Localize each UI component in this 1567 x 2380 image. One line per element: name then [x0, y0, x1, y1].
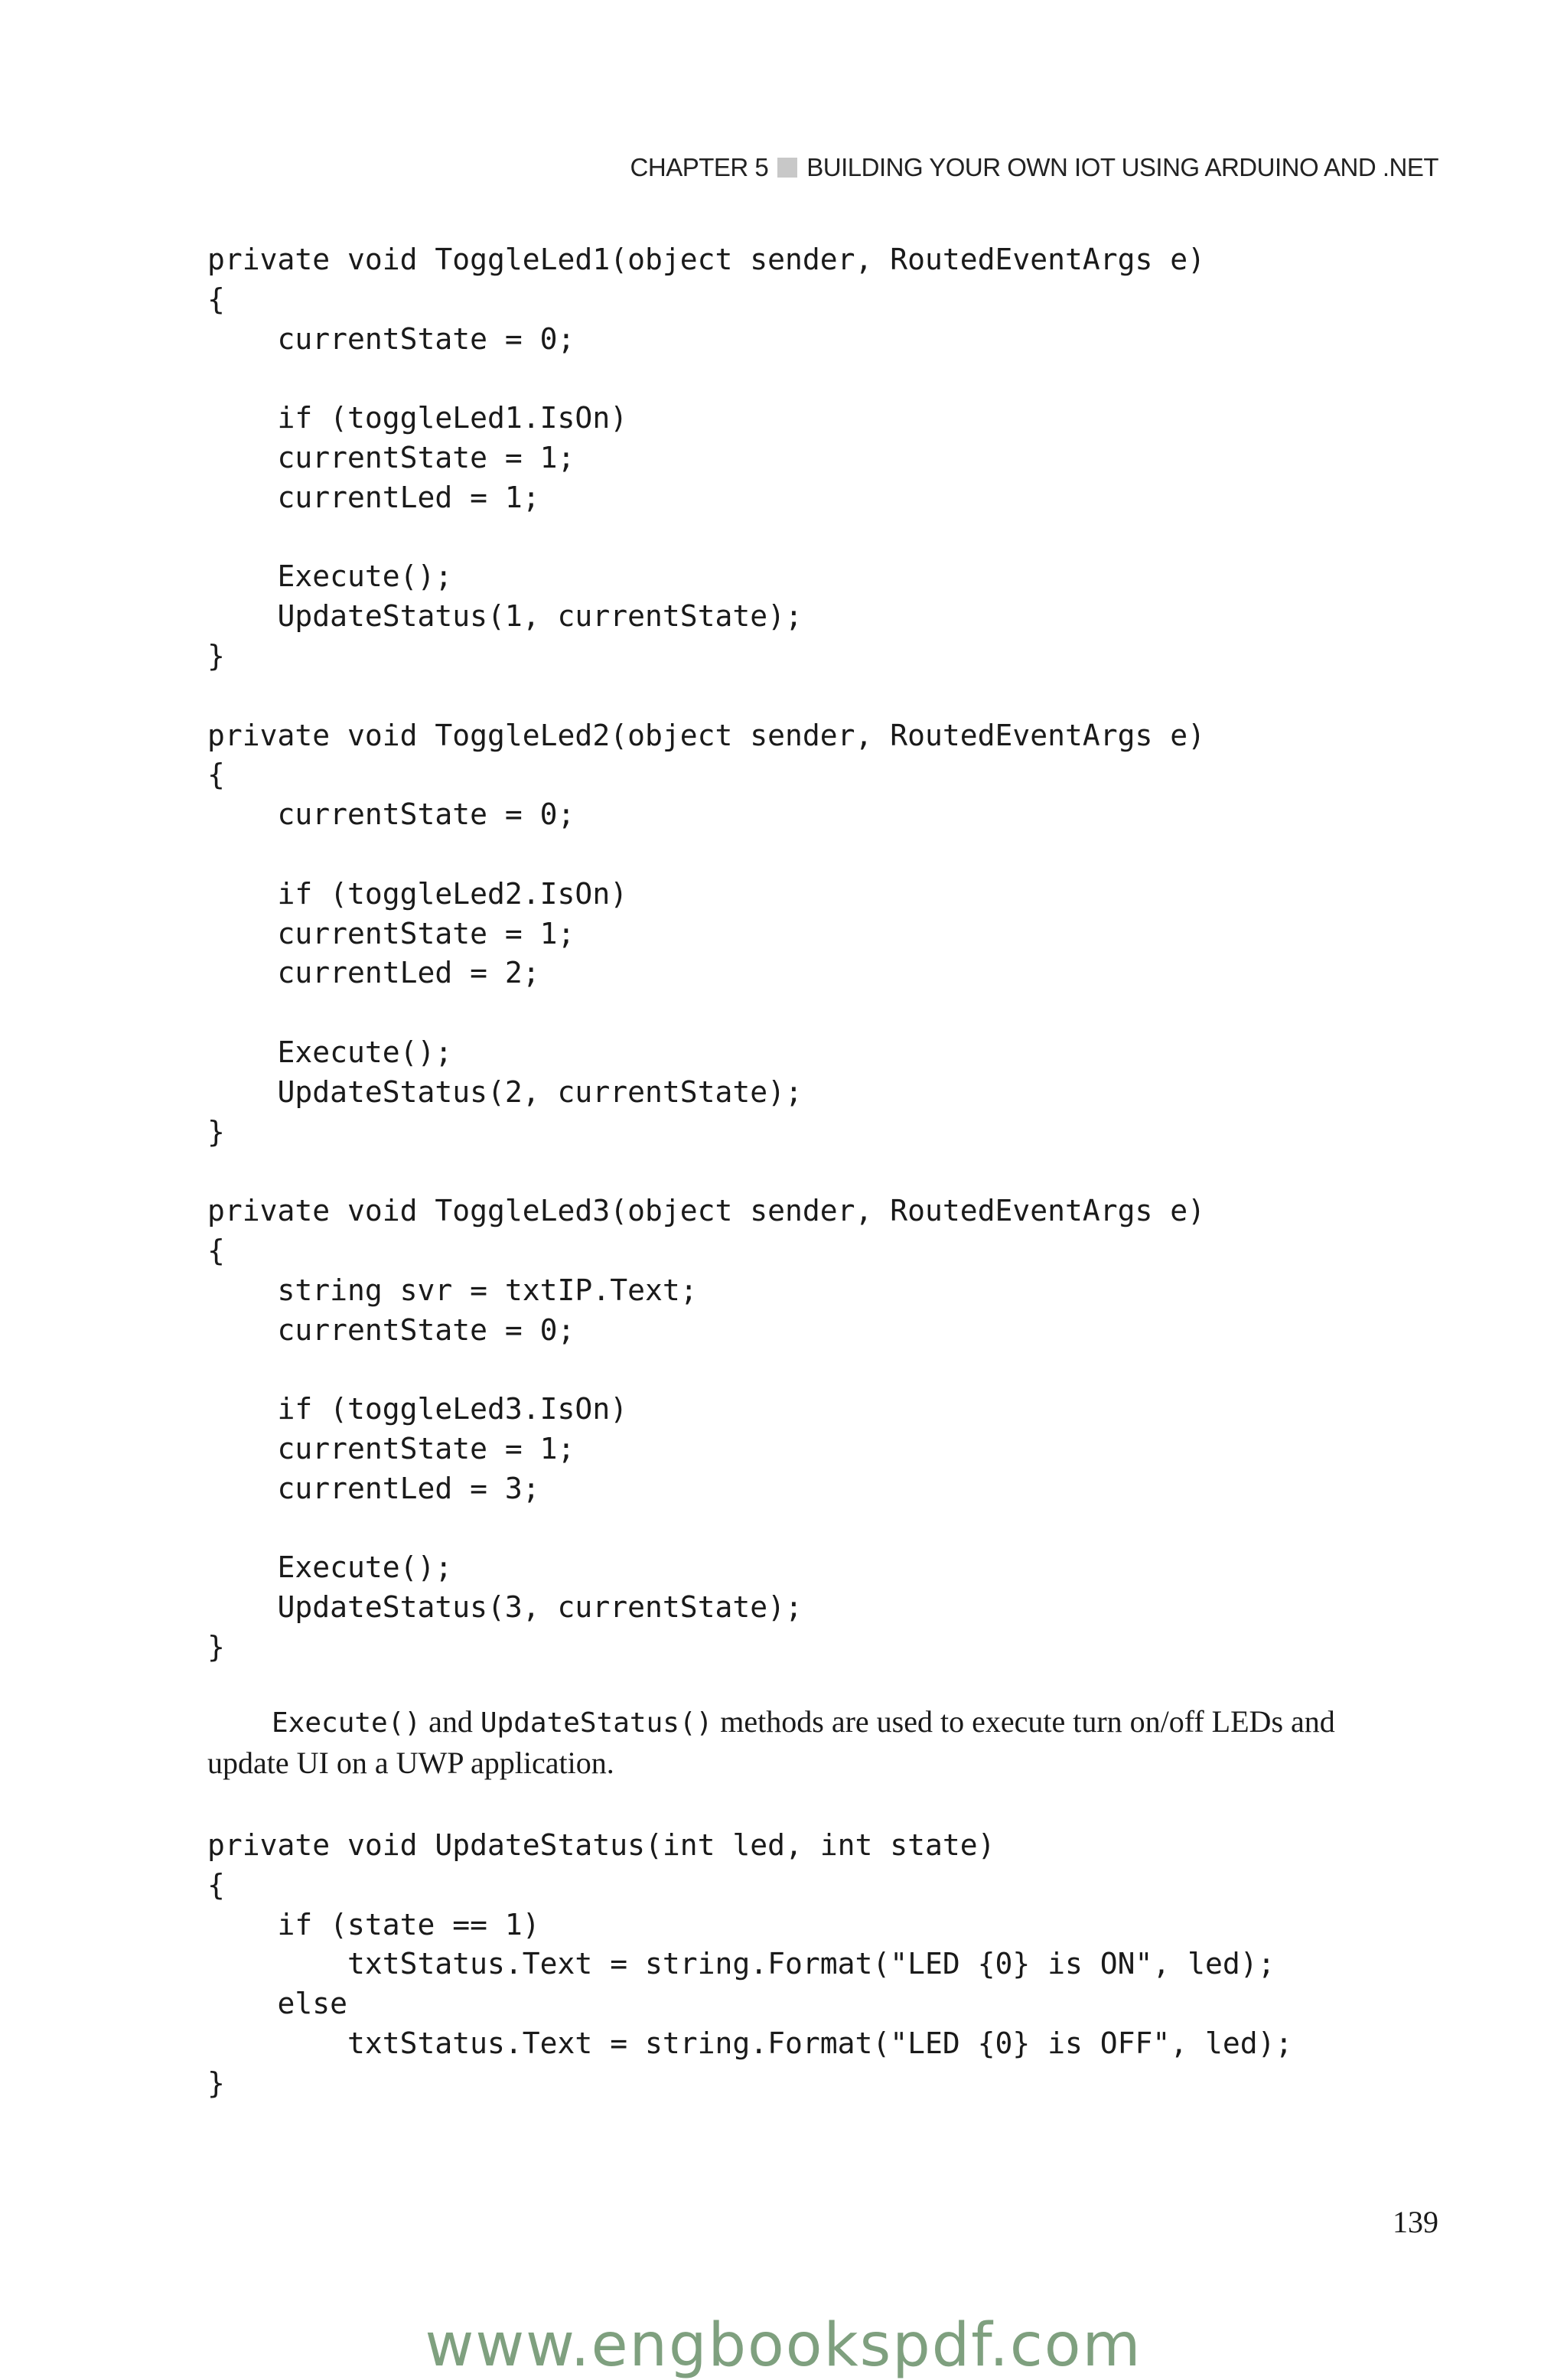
code-line: private void UpdateStatus(int led, int state) [207, 1828, 995, 1862]
code-line [207, 677, 1205, 716]
code-line: } [207, 1114, 225, 1149]
code-line: { [207, 758, 225, 792]
code-line: txtStatus.Text = string.Format("LED {0} is OFF", led); [207, 2026, 1293, 2060]
code-line: private void ToggleLed2(object sender, RoutedEventArgs e) [207, 718, 1206, 752]
watermark-url: www.engbookspdf.com [425, 2311, 1142, 2380]
code-line: currentLed = 2; [207, 956, 540, 990]
code-line [207, 518, 1205, 558]
code-line: currentState = 0; [207, 797, 575, 832]
code-line: currentState = 1; [207, 1431, 575, 1465]
code-line: string svr = txtIP.Text; [207, 1273, 698, 1307]
code-line: if (toggleLed2.IsOn) [207, 876, 628, 911]
code-line: if (state == 1) [207, 1907, 540, 1941]
code-line: currentLed = 1; [207, 480, 540, 514]
code-line: Execute(); [207, 1550, 453, 1585]
code-line: UpdateStatus(2, currentState); [207, 1074, 803, 1109]
code-line [207, 359, 1205, 399]
code-line: } [207, 1629, 225, 1664]
code-line: private void ToggleLed3(object sender, RoutedEventArgs e) [207, 1194, 1206, 1228]
running-header [630, 153, 1438, 182]
code-line [207, 1152, 1205, 1192]
inline-code-execute: Execute() [272, 1707, 422, 1739]
code-line [207, 835, 1205, 875]
paragraph-text-1: and [421, 1704, 481, 1739]
paragraph-text-2: methods are used to execute turn on/off LEDs and update UI on a UWP application. [207, 1704, 1335, 1780]
code-block-toggle-led-handlers [207, 240, 1205, 1668]
code-line: currentState = 1; [207, 440, 575, 474]
body-paragraph [207, 1702, 1424, 1783]
code-line: } [207, 2065, 225, 2100]
code-line: } [207, 638, 225, 673]
code-line [207, 1509, 1205, 1549]
code-line: if (toggleLed3.IsOn) [207, 1392, 628, 1426]
chapter-label: CHAPTER 5 [630, 153, 769, 181]
page-number: 139 [1393, 2205, 1438, 2239]
code-line: else [207, 1987, 348, 2021]
code-block-update-status [207, 1826, 1292, 2104]
code-line [207, 993, 1205, 1033]
code-line: private void ToggleLed1(object sender, RoutedEventArgs e) [207, 243, 1206, 276]
code-line: currentState = 0; [207, 1312, 575, 1347]
code-line: txtStatus.Text = string.Format("LED {0} is ON", led); [207, 1947, 1275, 1981]
code-line: { [207, 1867, 225, 1902]
code-line: { [207, 1233, 225, 1267]
header-separator-square [777, 158, 797, 178]
code-line: currentState = 0; [207, 321, 575, 356]
code-line [207, 1350, 1205, 1390]
code-line: Execute(); [207, 559, 453, 594]
code-line: UpdateStatus(3, currentState); [207, 1590, 803, 1625]
code-line: currentState = 1; [207, 916, 575, 950]
code-line: Execute(); [207, 1035, 453, 1069]
code-line: if (toggleLed1.IsOn) [207, 401, 628, 435]
inline-code-update-status: UpdateStatus() [480, 1707, 713, 1739]
chapter-title: BUILDING YOUR OWN IOT USING ARDUINO AND .NET [806, 153, 1438, 181]
code-line: { [207, 282, 225, 316]
code-line: UpdateStatus(1, currentState); [207, 599, 803, 634]
code-line: currentLed = 3; [207, 1471, 540, 1505]
